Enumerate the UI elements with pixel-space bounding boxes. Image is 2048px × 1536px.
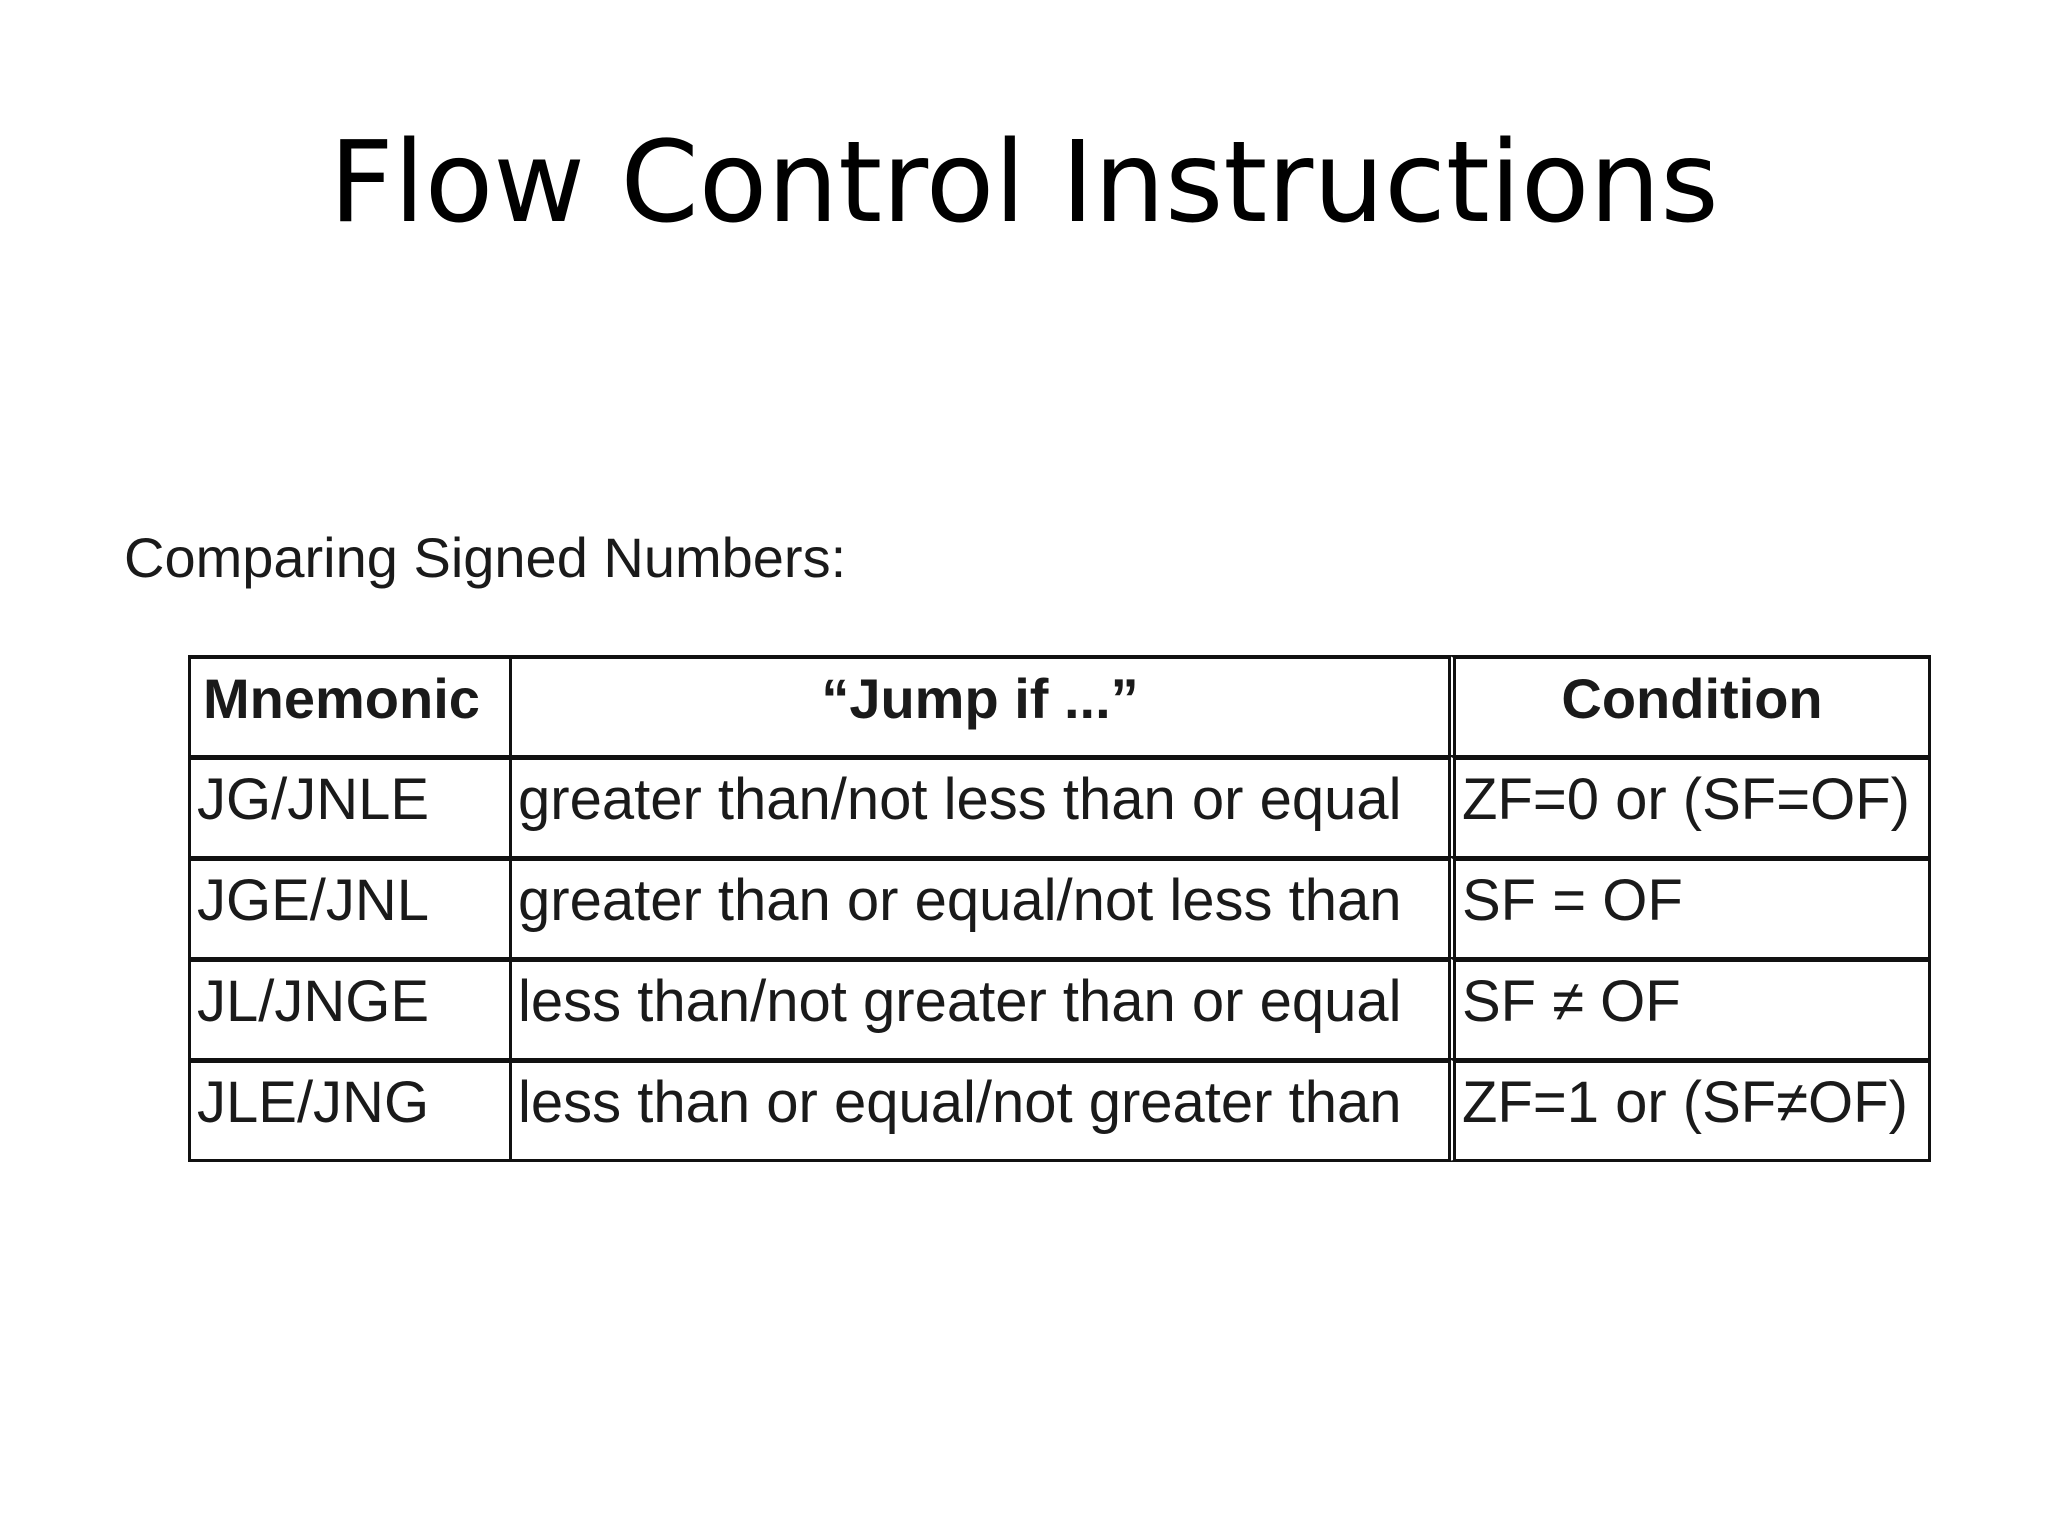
jump-if-cell: less than/not greater than or equal: [509, 957, 1448, 1058]
table-row: [188, 1058, 1931, 1162]
jump-if-cell: greater than/not less than or equal: [509, 755, 1448, 856]
table-row: [188, 755, 1931, 856]
mnemonic-cell: JGE/JNL: [188, 856, 509, 957]
condition-cell: ZF=0 or (SF=OF): [1448, 755, 1931, 856]
mnemonic-cell: JG/JNLE: [188, 755, 509, 856]
jump-instructions-table: [188, 655, 1931, 1162]
table-row: [188, 856, 1931, 957]
header-mnemonic: Mnemonic: [188, 655, 509, 755]
header-condition: Condition: [1448, 655, 1931, 755]
signed-comparison-figure: [118, 515, 1948, 1195]
condition-cell: ZF=1 or (SF≠OF): [1448, 1058, 1931, 1162]
mnemonic-cell: JLE/JNG: [188, 1058, 509, 1162]
table-header-row: [188, 655, 1931, 755]
mnemonic-cell: JL/JNGE: [188, 957, 509, 1058]
slide-title: Flow Control Instructions: [329, 118, 1719, 248]
jump-if-cell: greater than or equal/not less than: [509, 856, 1448, 957]
condition-cell: SF = OF: [1448, 856, 1931, 957]
jump-if-cell: less than or equal/not greater than: [509, 1058, 1448, 1162]
header-jump-if: “Jump if ...”: [509, 655, 1448, 755]
figure-subtitle: Comparing Signed Numbers:: [124, 526, 847, 589]
condition-cell: SF ≠ OF: [1448, 957, 1931, 1058]
table-row: [188, 957, 1931, 1058]
